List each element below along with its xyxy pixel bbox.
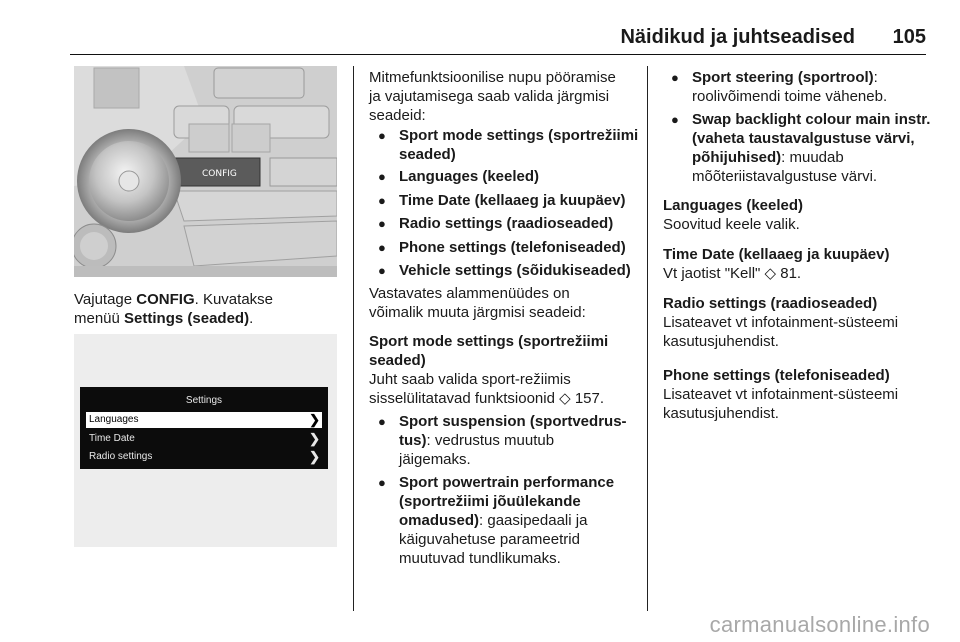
page-number: 105 [892, 26, 926, 48]
text-span: : gaasipedaali ja [479, 512, 588, 529]
bullet-phone-settings: Phone settings (telefoniseaded) [399, 239, 626, 256]
sub-sport-suspension-line-2 [399, 431, 554, 450]
instruction-text-line-2 [74, 309, 253, 328]
instruction-text-line-1 [74, 290, 273, 309]
intro-line-3: seadeid: [369, 107, 426, 124]
bullet-icon: ● [378, 169, 386, 184]
sport-steering-line-2: roolivõimendi toime väheneb. [692, 88, 888, 105]
text-span: : [873, 69, 878, 86]
text-span: tus) [399, 432, 427, 449]
header-rule [70, 54, 926, 55]
config-button-name: CONFIG [136, 291, 195, 308]
phone-settings-text-line-2: kasutusjuhendist. [663, 405, 779, 422]
display-row-time-date [86, 431, 322, 447]
display-title: Settings [185, 395, 223, 406]
bullet-icon: ● [378, 193, 386, 208]
heading-time-date: Time Date (kellaaeg ja kuupäev) [663, 246, 890, 263]
swap-backlight-line-2: (vaheta taustavalgustuse värvi, [692, 130, 915, 147]
sport-mode-text-line-2 [369, 389, 604, 408]
radio-settings-text-line-2: kasutusjuhendist. [663, 333, 779, 350]
chevron-right-icon: ❯ [309, 412, 320, 427]
bullet-icon: ● [378, 240, 386, 255]
settings-display [80, 387, 328, 469]
display-row-label: Radio settings [89, 451, 153, 462]
text-span: : vedrustus muutub [426, 432, 555, 449]
time-date-text [663, 264, 801, 283]
heading-sport-mode-line-2: seaded) [369, 352, 426, 369]
text-span: Vajutage [74, 291, 137, 308]
bullet-icon: ● [378, 414, 386, 429]
watermark: carmanualsonline.info [709, 612, 930, 637]
console-illustration [74, 66, 337, 277]
bullet-time-date: Time Date (kellaaeg ja kuupäev) [399, 192, 626, 209]
page-reference-icon: ◇ [764, 265, 777, 282]
bullet-icon: ● [671, 70, 679, 85]
column-divider-2 [647, 66, 648, 611]
display-photo [74, 334, 337, 547]
swap-backlight-line-1: Swap backlight colour main instr. [692, 111, 931, 128]
config-button-label: CONFIG [202, 169, 237, 179]
text-span: : muudab [781, 149, 844, 166]
sub-sport-powertrain-line-3 [399, 511, 587, 530]
heading-sport-mode-line-1: Sport mode settings (sportrežiimi [369, 333, 609, 350]
page-title: Näidikud ja juhtseadised [620, 26, 855, 48]
after-line-1: Vastavates alammenüüdes on [369, 285, 570, 302]
text-span: Vt jaotist "Kell" [663, 265, 761, 282]
chevron-right-icon: ❯ [309, 431, 320, 446]
settings-menu-name: Settings (seaded) [124, 310, 250, 327]
intro-line-1: Mitmefunktsioonilise nupu pööramise [369, 69, 616, 86]
sub-sport-suspension-line-1: Sport suspension (sportvedrus- [399, 413, 627, 430]
text-span: menüü [74, 310, 125, 327]
text-span: põhijuhised) [692, 149, 782, 166]
display-row-languages [86, 412, 322, 428]
phone-settings-text-line-1: Lisateavet vt infotainment-süsteemi [663, 386, 899, 403]
bullet-languages: Languages (keeled) [399, 168, 540, 185]
sub-sport-powertrain-line-5: muutuvad tundlikumaks. [399, 550, 561, 567]
after-line-2: võimalik muuta järgmisi seadeid: [369, 304, 586, 321]
bullet-icon: ● [378, 128, 386, 143]
text-span: Sport steering (sportrool) [692, 69, 874, 86]
bullet-sport-mode-line-1: Sport mode settings (sportrežiimi [399, 127, 639, 144]
column-divider-1 [353, 66, 354, 611]
console-photo [74, 66, 337, 277]
text-span: . Kuvatakse [194, 291, 274, 308]
sub-sport-suspension-line-3: jäigemaks. [399, 451, 471, 468]
page-reference-icon: ◇ [559, 390, 571, 407]
text-span: . [249, 310, 254, 327]
bullet-icon: ● [378, 216, 386, 231]
bullet-sport-mode-line-2: seaded) [399, 146, 456, 163]
sub-sport-powertrain-line-4: käiguvahetuse parameetrid [399, 531, 580, 548]
languages-text: Soovitud keele valik. [663, 216, 800, 233]
intro-line-2: ja vajutamisega saab valida järgmisi [369, 88, 610, 105]
page-reference-number: 157. [574, 390, 605, 407]
sub-sport-powertrain-line-1: Sport powertrain performance [399, 474, 615, 491]
heading-radio-settings: Radio settings (raadioseaded) [663, 295, 878, 312]
sport-mode-text-line-1: Juht saab valida sport-režiimis [369, 371, 571, 388]
display-row-label: Time Date [89, 433, 135, 444]
heading-phone-settings: Phone settings (telefoniseaded) [663, 367, 890, 384]
chevron-right-icon: ❯ [309, 449, 320, 464]
swap-backlight-line-4: mõõteriistavalgustuse värvi. [692, 168, 878, 185]
bullet-radio-settings: Radio settings (raadioseaded) [399, 215, 614, 232]
display-row-radio-settings [86, 449, 322, 465]
bullet-vehicle-settings: Vehicle settings (sõidukiseaded) [399, 262, 631, 279]
text-span: sisselülitatavad funktsioonid [369, 390, 555, 407]
sub-sport-powertrain-line-2: (sportrežiimi jõuülekande [399, 493, 581, 510]
heading-languages: Languages (keeled) [663, 197, 804, 214]
sport-steering-line-1 [692, 68, 878, 87]
page-header [0, 0, 960, 58]
radio-settings-text-line-1: Lisateavet vt infotainment-süsteemi [663, 314, 899, 331]
bullet-icon: ● [671, 112, 679, 127]
display-row-label: Languages [89, 414, 139, 425]
bullet-icon: ● [378, 263, 386, 278]
page-reference-number: 81. [780, 265, 802, 282]
bullet-icon: ● [378, 475, 386, 490]
swap-backlight-line-3 [692, 148, 844, 167]
text-span: omadused) [399, 512, 480, 529]
